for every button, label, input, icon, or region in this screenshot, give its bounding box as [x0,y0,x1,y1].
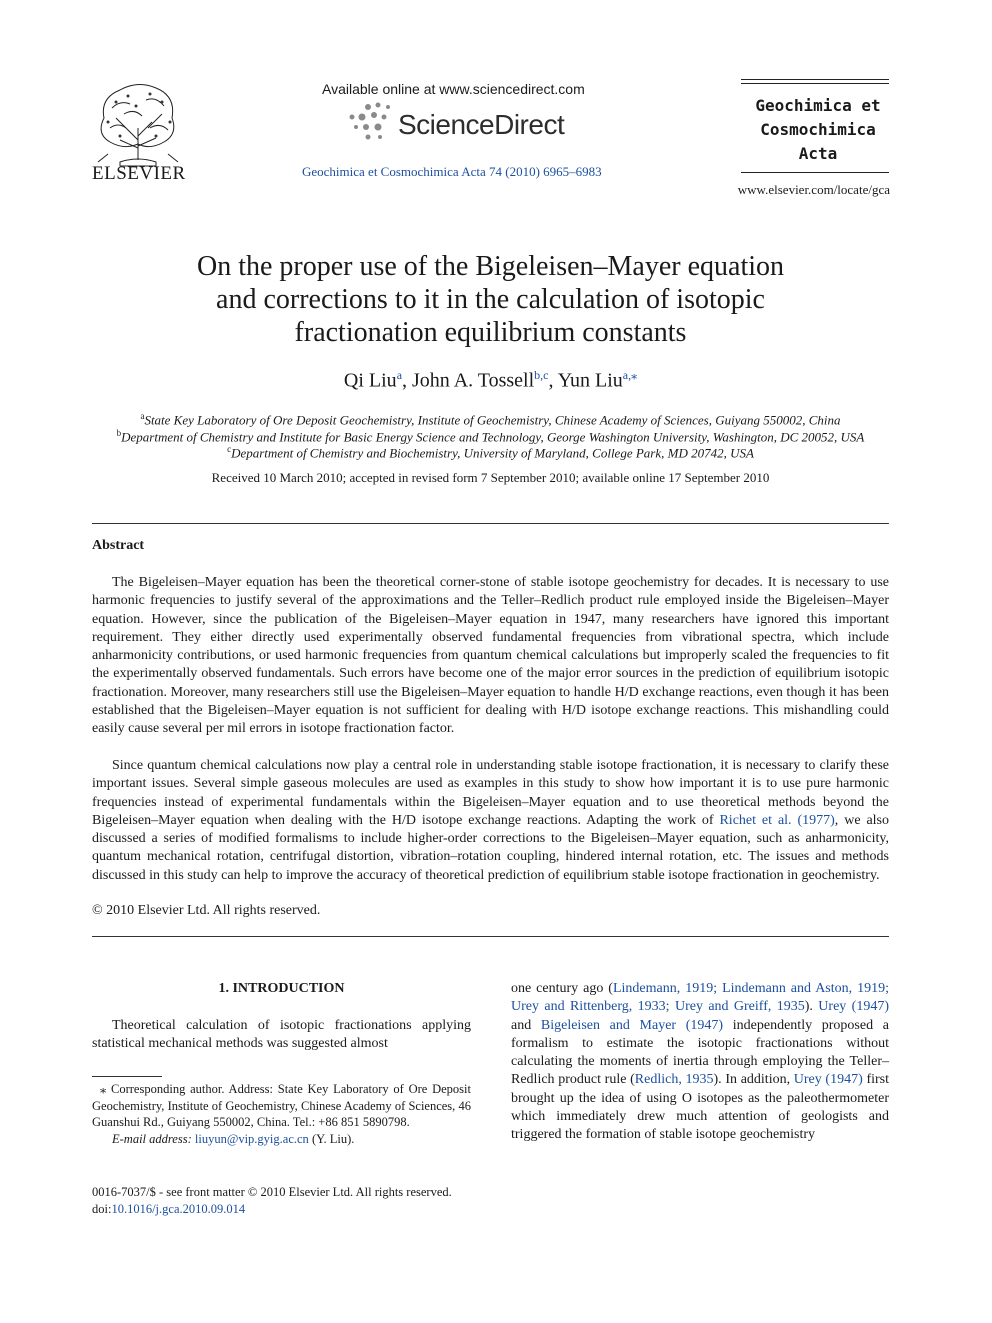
front-matter [92,1184,452,1218]
intro-paragraph-right [511,980,889,1145]
issn-line: 0016-7037/$ - see front matter © 2010 Elsevier Ltd. All rights reserved. [92,1185,452,1199]
abstract-paragraph-2 [92,757,889,885]
section-heading-introduction: 1. INTRODUCTION [218,981,345,996]
email-label: E-mail address: [112,1131,192,1146]
affil-mark: c [227,444,232,454]
journal-citation-link[interactable]: Geochimica et Cosmochimica Acta 74 (2010) 6965–6983 [302,164,602,179]
reference-link[interactable]: Urey (1947) [793,1072,863,1088]
intro-paragraph-left: Theoretical calculation of isotopic fractionations applying statistical mechanical methods was suggested almost [92,1018,471,1052]
body-text: and [511,1017,541,1033]
affil-mark: b [116,428,122,438]
body-text: ). In addition, [713,1072,794,1088]
sciencedirect-dots-icon [346,101,394,143]
available-online-text: Available online at www.sciencedirect.com [322,81,585,97]
abstract-rule-bottom [92,936,889,937]
affil-mark: a [140,411,145,421]
reference-link[interactable]: Redlich, 1935 [634,1072,714,1088]
article-title [92,250,889,349]
author-name: Yun Liu [557,369,623,392]
body-text: ). [804,999,819,1015]
journal-name-line2: Cosmochimica [760,120,876,139]
affil-text: Department of Chemistry and Biochemistry, University of Maryland, College Park, MD 20742, USA [231,445,754,461]
abstract-heading: Abstract [92,538,145,553]
affil-text: Department of Chemistry and Institute for Basic Energy Science and Technology, George Washington University, Washington, DC 20052, USA [121,429,865,445]
body-text: independently proposed a formalism to estimate the isotopic fractionations without calculating the moments of inertia through employing the Teller–Redlich product rule ( [511,1017,889,1088]
email-link[interactable]: liuyun@vip.gyig.ac.cn [194,1131,309,1146]
author-name: John A. Tossell [412,369,535,392]
publisher-name: ELSEVIER [92,163,186,184]
author-list: Qi Liu$^a$, John A. Tossell$^{b,c}$, Yun Liu$^{a,⁎}$ [343,368,638,392]
journal-url[interactable]: www.elsevier.com/locate/gca [737,182,890,197]
affiliation-a [92,411,889,428]
body-text: one century ago ( [511,981,613,996]
affiliation-b [92,428,889,445]
author-affil-mark[interactable]: b,c [534,368,549,382]
journal-box-rule-bottom [741,172,889,173]
body-text: first brought up the idea of using O isotopes as the paleothermometer which immediately drew much attention of geologists and triggered the formation of stable isotope geochemistry [511,1072,889,1143]
abstract-copyright: © 2010 Elsevier Ltd. All rights reserved. [92,903,321,918]
footnote-text: Corresponding author. Address: State Key Laboratory of Ore Deposit Geochemistry, Institute of Geochemistry, Chinese Academy of Sciences, 46 Guanshui Rd., Guiyang 550002, China. Tel.: +86 851 5890798. [92,1082,471,1129]
reference-link[interactable]: Lindemann, 1919; Lindemann and Aston, 1919; Urey and Rittenberg, 1933; Urey and Greiff, 1935 [511,981,890,1015]
title-line2: and corrections to it in the calculation of isotopic [216,284,765,315]
reference-link[interactable]: Bigeleisen and Mayer (1947) [540,1017,724,1033]
author-affil-mark[interactable]: a [396,368,403,382]
affiliation-c [92,444,889,461]
sciencedirect-wordmark: ScienceDirect [398,109,565,140]
abstract-text: Since quantum chemical calculations now play a central role in understanding stable isotope fractionation, it is necessary to clarify these important issues. Several simple gaseous molecules are used as examples in this study to show how important it is to use pure harmonic frequencies instead of experimental fundamentals within the Bigeleisen–Mayer equation and to use theoretical methods beyond the Bigeleisen–Mayer equation when dealing with the H/D isotope exchange reactions. Adapting the work of [92,758,889,828]
corresponding-author-footnote [92,1081,471,1147]
author-affil-mark[interactable]: a,⁎ [622,368,638,382]
footnote-mark: ⁎ [100,1082,107,1096]
affil-text: State Key Laboratory of Ore Deposit Geochemistry, Institute of Geochemistry, Chinese Academy of Sciences, Guiyang 550002, China [144,412,841,428]
footnote-rule [92,1076,162,1077]
doi-link[interactable]: 10.1016/j.gca.2010.09.014 [111,1202,246,1216]
reference-link[interactable]: Richet et al. (1977) [719,812,835,828]
title-line1: On the proper use of the Bigeleisen–Mayer equation [196,251,785,282]
title-line3: fractionation equilibrium constants [294,317,687,348]
received-dates: Received 10 March 2010; accepted in revised form 7 September 2010; available online 17 September 2010 [211,470,770,485]
abstract-text: , we also discussed a series of modified formalisms to include higher-order corrections to the Bigeleisen–Mayer equation, such as anharmonicity, quantum mechanical rotation, centrifugal distortion, vibration–rotation coupling, hindered internal rotation, etc. The issues and methods discussed in this study can help to improve the accuracy of theoretical prediction of equilibrium stable isotope fractionation in geochemistry. [92,812,889,883]
abstract-rule-top [92,523,889,524]
abstract-paragraph-1: The Bigeleisen–Mayer equation has been the theoretical corner-stone of stable isotope geochemistry for decades. It is necessary to use harmonic frequencies to justify several of the approximations and the Teller–Redlich product rule employed inside the Bigeleisen–Mayer equation. However, since the publication of the Bigeleisen–Mayer equation in 1947, many researchers have ignored this important requirement. They either directly used experimentally observed fundamental frequencies from vibrational spectra, which include anharmonicity contributions, or used harmonic frequencies from quantum chemical calculations but improperly scaled the frequencies to fit the experimentally observed fundamentals. Such errors have become one of the major error sources in the prediction of equilibrium isotopic fractionation. Moreover, many researchers still use the Bigeleisen–Mayer equation to handle H/D exchange reactions, even though it has been established that the Bigeleisen–Mayer equation is not sufficient for dealing with H/D isotope exchange reactions. This mishandling could easily cause several per mil errors in isotope fractionation factor. [92,575,889,737]
journal-name-line1: Geochimica et [755,96,881,115]
journal-box-rule-top-inner [741,83,889,84]
doi-label: doi: [92,1202,112,1216]
reference-link[interactable]: Urey (1947) [818,999,889,1015]
doi-line [92,1201,452,1218]
journal-name-line3: Acta [798,144,838,163]
author-name: Qi Liu [343,369,397,392]
journal-name [741,94,895,166]
email-owner: (Y. Liu). [308,1131,355,1146]
journal-box-rule-top [741,79,889,80]
